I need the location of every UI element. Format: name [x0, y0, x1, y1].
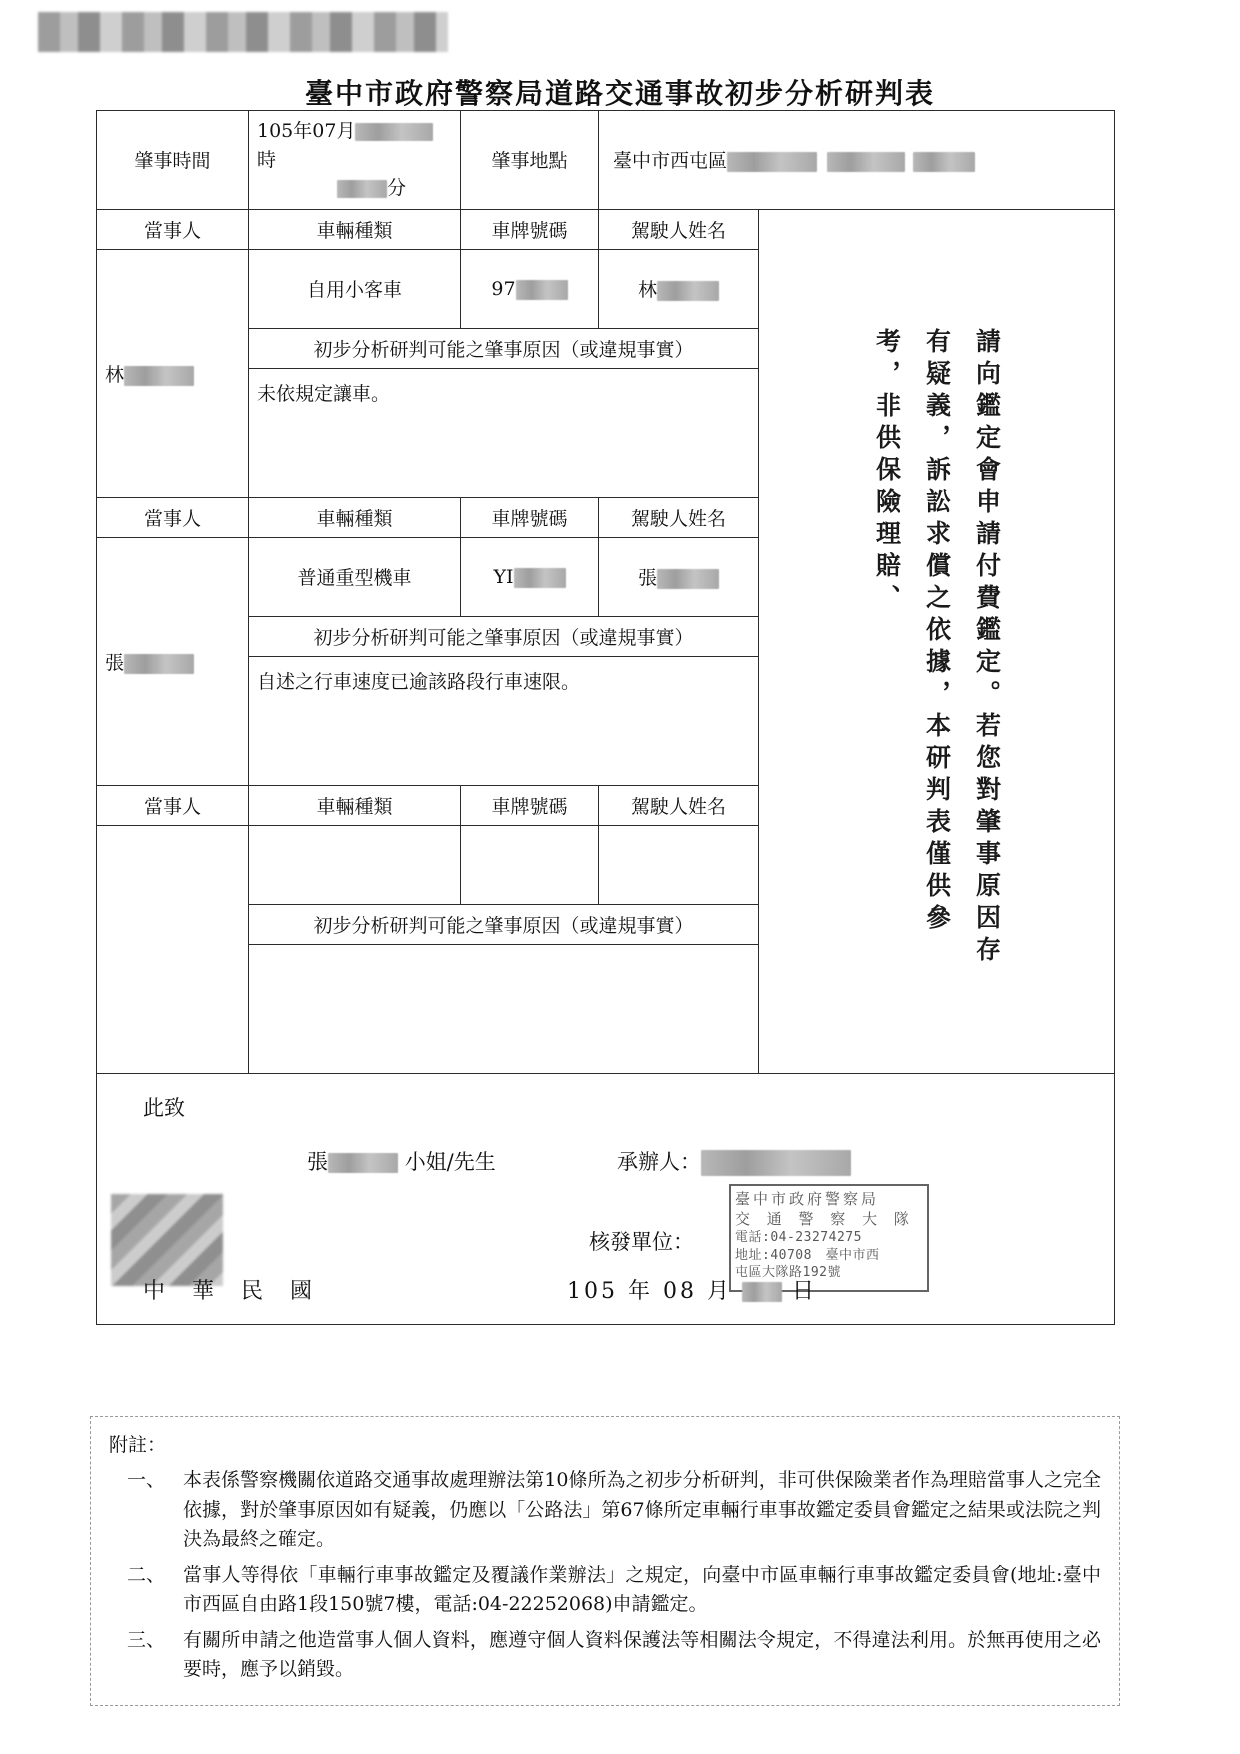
party-2-plate-redaction [514, 568, 566, 588]
party-1-col-plate: 車牌號碼 [461, 209, 599, 249]
place-redaction-1 [727, 152, 817, 172]
party-1-driver-prefix: 林 [637, 279, 657, 301]
note-item [109, 1466, 1101, 1554]
party-1-col-driver: 駕駛人姓名 [599, 209, 759, 249]
time-minute-redaction [337, 180, 387, 198]
footer-date-month-unit: 月 [707, 1278, 733, 1304]
footer-this-to: 此致 [143, 1095, 185, 1120]
party-2-plate [461, 537, 599, 616]
party-3-col-vehicle: 車輛種類 [249, 785, 461, 825]
time-label: 肇事時間 [97, 111, 249, 210]
party-2-col-driver: 駕駛人姓名 [599, 497, 759, 537]
footer-date-year-unit: 年 [628, 1278, 654, 1304]
party-2-name-prefix: 張 [105, 651, 125, 674]
footer-officer-label-text: 承辦人： [617, 1149, 701, 1174]
stamp-line-3: 電話:04-23274275 [735, 1230, 862, 1245]
stamp-line-5: 屯區大隊路192號 [735, 1265, 841, 1281]
party-2-name-redaction [124, 654, 194, 674]
place-redaction-3 [913, 152, 975, 172]
party-1-col-party: 當事人 [97, 209, 249, 249]
footer-signature-redaction [111, 1194, 223, 1286]
footer-addressee-suffix: 小姐/先生 [404, 1149, 496, 1174]
party-3-col-driver: 駕駛人姓名 [599, 785, 759, 825]
party-1-plate-redaction [516, 280, 568, 300]
party-1-name-prefix: 林 [105, 363, 125, 386]
footer-issuer-label: 核發單位： [589, 1229, 694, 1254]
note-item [109, 1561, 1101, 1620]
time-hour-unit: 時 [257, 148, 277, 171]
party-3-name [97, 825, 249, 1073]
place-value [599, 111, 1115, 210]
footer-date-year: 105 [567, 1278, 618, 1304]
note-item [109, 1626, 1101, 1685]
party-1-name-redaction [124, 366, 194, 386]
side-note-text: 請向鑑定會申請付費鑑定。若您對肇事原因存有疑義，訴訟求償之依據，本研判表僅供參考，非供保險理賠、 [872, 328, 1002, 968]
party-3-reason [249, 944, 759, 1073]
page-title: 臺中市政府警察局道路交通事故初步分析研判表 [304, 77, 935, 110]
party-3-driver [599, 825, 759, 904]
notes-box [90, 1416, 1120, 1706]
party-2-col-party: 當事人 [97, 497, 249, 537]
footer-date-day-unit: 日 [792, 1278, 818, 1304]
time-minute-unit: 分 [387, 177, 407, 199]
footer-cell [97, 1073, 1115, 1324]
time-day-redaction [355, 123, 433, 141]
notes-title: 附註： [109, 1434, 167, 1456]
footer-addressee [307, 1146, 496, 1176]
party-2-col-vehicle: 車輛種類 [249, 497, 461, 537]
party-2-driver-redaction [657, 569, 719, 589]
stamp-line-1: 臺中市政府警察局 [735, 1189, 880, 1208]
party-1-name [97, 249, 249, 497]
place-label: 肇事地點 [461, 111, 599, 210]
note-text: 當事人等得依「車輛行車事故鑑定及覆議作業辦法」之規定，向臺中市區車輛行車事故鑑定委員會(地址:臺中市西區自由路1段150號7樓，電話:04-22252068)申請鑑定。 [183, 1563, 1101, 1616]
place-redaction-2 [827, 152, 905, 172]
party-3-col-plate: 車牌號碼 [461, 785, 599, 825]
party-2-col-plate: 車牌號碼 [461, 497, 599, 537]
party-2-reason-label: 初步分析研判可能之肇事原因（或違規事實） [249, 616, 759, 656]
party-1-reason-label: 初步分析研判可能之肇事原因（或違規事實） [249, 328, 759, 368]
footer-addressee-prefix: 張 [307, 1149, 328, 1174]
party-3-col-party: 當事人 [97, 785, 249, 825]
note-text: 有關所申請之他造當事人個人資料，應遵守個人資料保護法等相關法令規定，不得違法利用。於無再使用之必要時，應予以銷毀。 [183, 1628, 1101, 1681]
party-1-driver [599, 249, 759, 328]
time-value [249, 111, 461, 210]
party-1-reason: 未依規定讓車。 [249, 368, 759, 497]
party-3-plate [461, 825, 599, 904]
note-number: 二、 [127, 1563, 166, 1586]
footer-officer-label [617, 1146, 851, 1177]
note-text: 本表係警察機關依道路交通事故處理辦法第10條所為之初步分析研判，非可供保險業者作為理賠當事人之完全依據，對於肇事原因如有疑義，仍應以「公路法」第67條所定車輛行車事故鑑定委員會鑑定之結果或法院之判決為最終之確定。 [183, 1469, 1101, 1551]
note-number: 三、 [127, 1628, 166, 1651]
party-1-plate-prefix: 97 [491, 277, 516, 300]
table-row-incident [97, 111, 1115, 210]
party-2-plate-prefix: YI [493, 565, 514, 588]
place-value-prefix: 臺中市西屯區 [613, 150, 728, 173]
stamp-line-4: 地址:40708 臺中市西 [735, 1247, 880, 1263]
party-1-col-vehicle: 車輛種類 [249, 209, 461, 249]
stamp-line-2: 交 通 警 察 大 隊 [735, 1209, 915, 1228]
footer-date-day-redaction [742, 1282, 782, 1302]
party-1-plate [461, 249, 599, 328]
header-redaction-block [38, 12, 448, 52]
party-2-vehicle: 普通重型機車 [249, 537, 461, 616]
table-row-party-header [97, 209, 1115, 249]
party-1-driver-redaction [657, 281, 719, 301]
note-number: 一、 [127, 1469, 166, 1492]
footer-date [567, 1274, 817, 1305]
party-1-vehicle: 自用小客車 [249, 249, 461, 328]
party-3-vehicle [249, 825, 461, 904]
footer-officer-redaction [701, 1150, 851, 1176]
party-2-driver-prefix: 張 [637, 567, 657, 589]
table-row-footer [97, 1073, 1115, 1324]
footer-date-prefix: 中 華 民 國 [143, 1278, 322, 1304]
accident-analysis-table [96, 110, 1115, 1325]
side-note-cell [759, 209, 1115, 1073]
party-2-name [97, 537, 249, 785]
party-3-reason-label: 初步分析研判可能之肇事原因（或違規事實） [249, 904, 759, 944]
time-value-prefix: 105年07月 [257, 120, 356, 142]
party-2-reason: 自述之行車速度已逾該路段行車速限。 [249, 656, 759, 785]
footer-addressee-redaction [328, 1153, 398, 1173]
footer-date-month: 08 [663, 1278, 698, 1304]
party-2-driver [599, 537, 759, 616]
